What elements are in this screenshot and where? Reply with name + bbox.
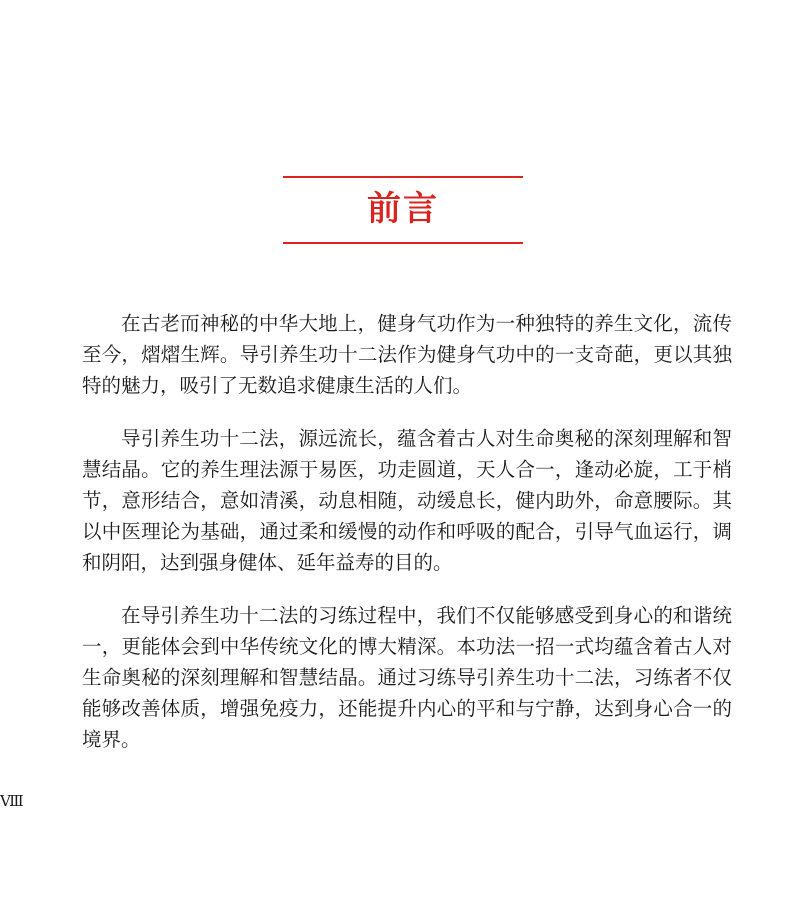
paragraph-1: 在古老而神秘的中华大地上，健身气功作为一种独特的养生文化，流传至今，熠熠生辉。导引养生功十二法作为健身气功中的一支奇葩，更以其独特的魅力，吸引了无数追求健康生活的人们。 xyxy=(82,312,732,397)
preface-heading xyxy=(283,176,523,246)
paragraph-2: 导引养生功十二法，源远流长，蕴含着古人对生命奥秘的深刻理解和智慧结晶。它的养生理法源于易医，功走圆道，天人合一，逢动必旋，工于梢节，意形结合，意如清溪，动息相随，动缓息长，健内助外，命意腰际。其以中医理论为基础，通过柔和缓慢的动作和呼吸的配合，引导气血运行，调和阴阳，达到强身健体、延年益寿的目的。 xyxy=(82,427,732,574)
paragraph-3: 在导引养生功十二法的习练过程中，我们不仅能够感受到身心的和谐统一，更能体会到中华传统文化的博大精深。本功法一招一式均蕴含着古人对生命奥秘的深刻理解和智慧结晶。通过习练导引养生功十二法，习练者不仅能够改善体质，增强免疫力，还能提升内心的平和与宁静，达到身心合一的境界。 xyxy=(82,604,732,751)
page-title: 前言 xyxy=(367,189,439,229)
preface-body xyxy=(82,308,732,777)
page-number: Ⅷ xyxy=(0,792,24,810)
heading-top-rule xyxy=(283,176,523,178)
heading-bottom-rule xyxy=(283,242,523,244)
